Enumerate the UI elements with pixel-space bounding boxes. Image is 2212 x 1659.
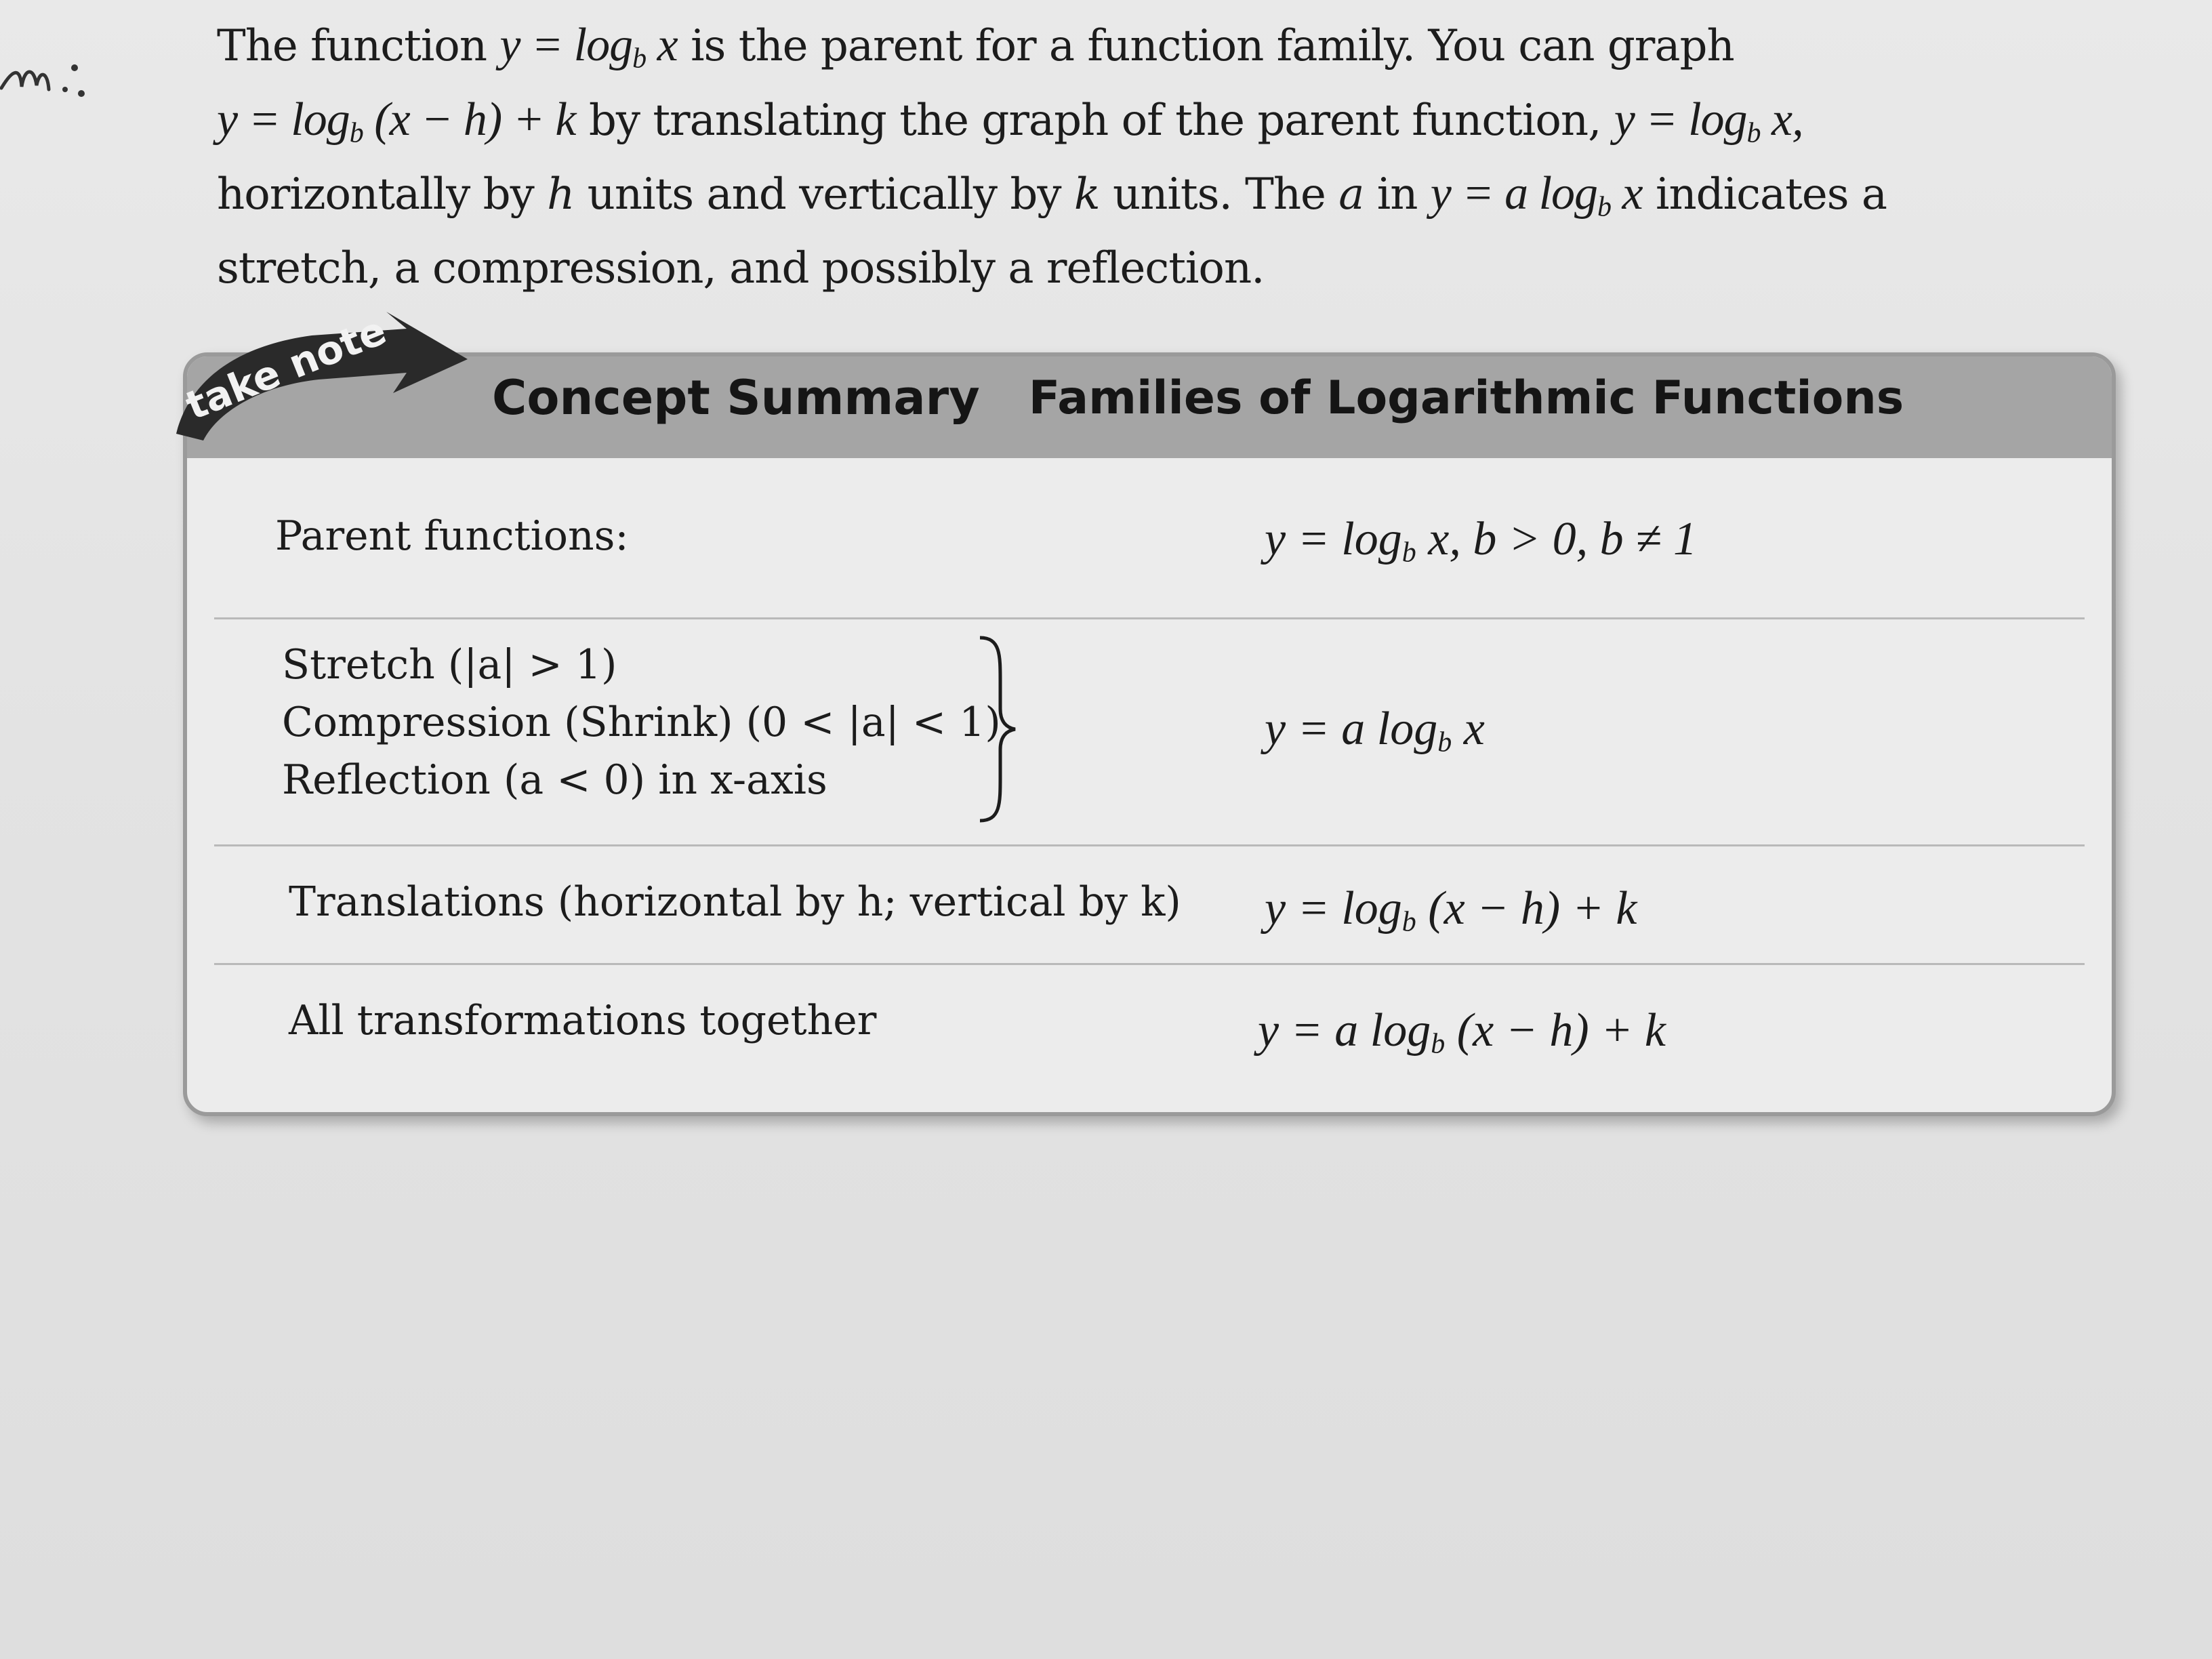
math-text: (x − h) + k [1445, 1004, 1666, 1057]
subscript: b [1431, 1028, 1446, 1060]
intro-line-4: stretch, a compression, and possibly a reflection. [217, 243, 1265, 293]
math-var: x [646, 19, 678, 71]
math-text: y = log [1265, 882, 1402, 935]
subscript: b [1401, 906, 1416, 938]
stretch-label: Stretch (|a| > 1) [282, 641, 617, 689]
all-transformations-label: All transformations together [289, 997, 877, 1044]
all-transformations-formula [1258, 1004, 1666, 1061]
text: horizontally by [217, 169, 548, 220]
intro-paragraph [217, 15, 1887, 299]
subscript: b [632, 43, 647, 75]
intro-line-2 [217, 89, 1843, 164]
math [1430, 167, 1643, 223]
handwritten-margin-note [0, 41, 108, 108]
concept-summary-title: Concept Summary [492, 370, 980, 426]
concept-summary-header [187, 356, 2112, 458]
math-text: y = a log [1258, 1004, 1431, 1057]
text: units. The [1099, 169, 1339, 220]
text: by translating the graph of the parent function, [575, 95, 1614, 146]
subscript: b [1401, 537, 1416, 569]
math-text: y = a log [1430, 167, 1598, 220]
translations-formula [1265, 882, 1637, 939]
take-note-text: take note [179, 307, 393, 429]
divider [214, 963, 2085, 965]
concept-summary-box [183, 352, 2116, 1116]
math-text: y = log [1614, 93, 1747, 146]
stretch-formula [1265, 702, 1485, 759]
text: units and vertically by [574, 169, 1074, 220]
text: is the parent for a function family. You can graph [677, 21, 1734, 71]
take-note-tag [163, 298, 474, 454]
math-var: k [1073, 169, 1100, 220]
header-title [492, 370, 1904, 426]
subscript: b [1437, 726, 1452, 758]
text: in [1364, 169, 1431, 220]
subscript: b [1746, 117, 1761, 148]
math-text: (x − h) + k [363, 93, 576, 146]
math-var: h [547, 169, 575, 220]
math-var: x [1611, 167, 1643, 220]
math-text: y = a log [1265, 703, 1438, 755]
intro-line-3 [217, 163, 1887, 238]
math-text: (x − h) + k [1416, 882, 1637, 935]
parent-formula [1265, 512, 1697, 569]
math-text: y = log [217, 93, 350, 146]
translations-label: Translations (horizontal by h; vertical by k) [289, 878, 1181, 926]
math-text: y = log [499, 19, 633, 71]
math [1614, 94, 1803, 146]
parent-label: Parent functions: [275, 512, 629, 560]
right-brace-icon [973, 634, 1021, 824]
math-text: y = log [1265, 513, 1402, 565]
text: The function [217, 21, 500, 71]
families-title: Families of Logarithmic Functions [1028, 371, 1904, 425]
intro-line-1 [217, 15, 1843, 89]
math-var: a [1338, 169, 1364, 220]
math [217, 94, 576, 146]
divider [214, 844, 2085, 846]
math-var: x, [1760, 93, 1803, 146]
math-text: x [1452, 703, 1485, 755]
math-text: x, b > 0, b ≠ 1 [1416, 513, 1697, 565]
subscript: b [349, 117, 363, 148]
divider [214, 617, 2085, 619]
text: indicates a [1642, 169, 1887, 220]
compression-label: Compression (Shrink) (0 < |a| < 1) [282, 699, 1001, 746]
reflection-label: Reflection (a < 0) in x-axis [282, 756, 827, 804]
subscript: b [1597, 191, 1612, 223]
math [499, 19, 678, 75]
